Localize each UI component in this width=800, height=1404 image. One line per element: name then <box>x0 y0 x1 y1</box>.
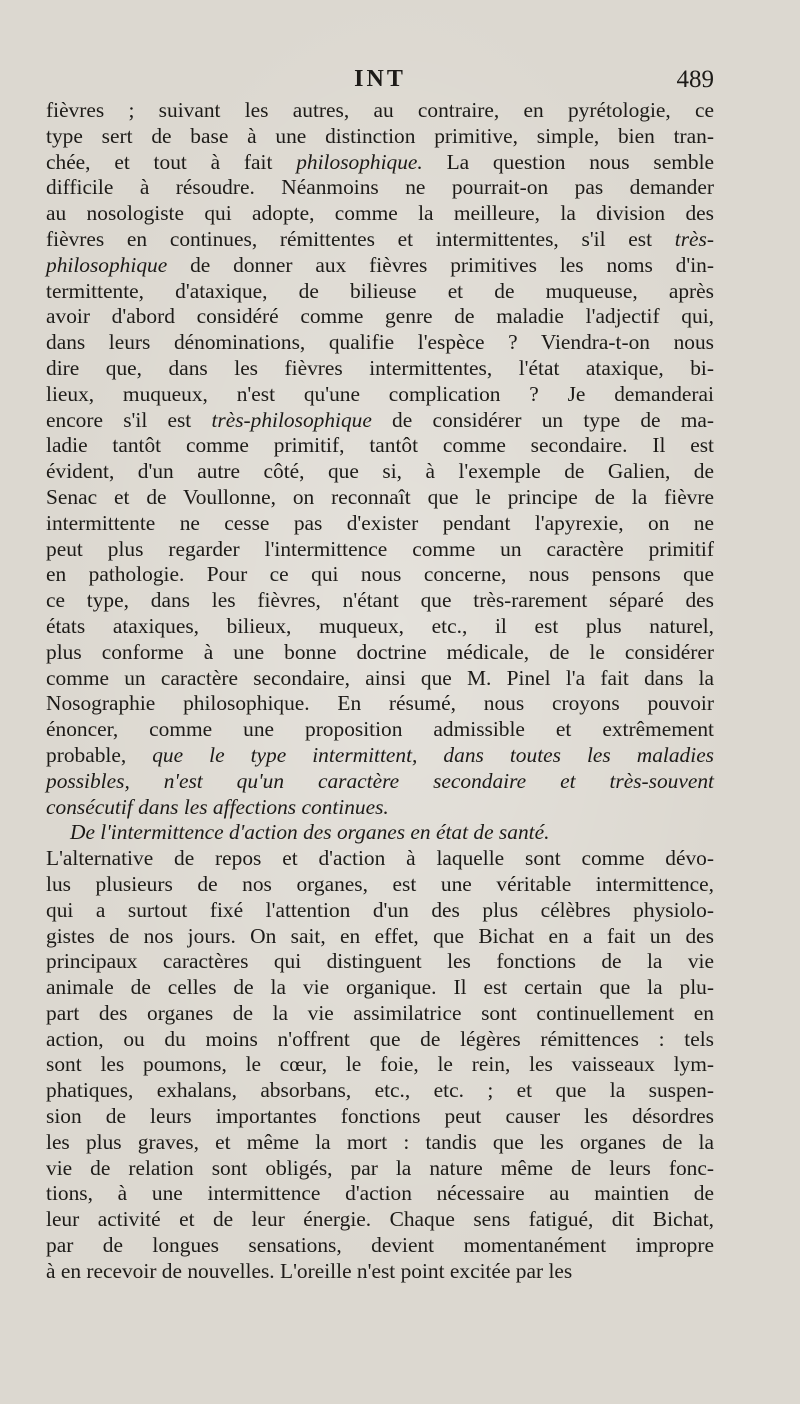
text-segment: probable, <box>46 742 153 767</box>
text-line <box>46 588 714 614</box>
text-segment: que le type intermittent, dans toutes les maladies <box>152 742 715 767</box>
text-segment: lus plusieurs de nos organes, est une véritable intermittence, <box>46 871 714 896</box>
text-segment: peut plus regarder l'intermittence comme un caractère primitif <box>46 536 714 561</box>
text-segment: fièvres en continues, rémittentes et intermittentes, s'il est <box>46 226 675 251</box>
text-line <box>46 124 714 150</box>
text-line <box>46 872 714 898</box>
text-segment: par de longues sensations, devient momentanément impropre <box>46 1233 714 1258</box>
text-segment: de donner aux fièvres primitives les noms d'in- <box>167 252 714 277</box>
text-line <box>46 717 714 743</box>
text-segment: dire que, dans les fièvres intermittentes, l'état ataxique, bi- <box>46 355 714 380</box>
text-segment: ladie tantôt comme primitif, tantôt comme secondaire. Il est <box>46 433 714 458</box>
text-segment: les plus graves, et même la mort : tandis que les organes de la <box>46 1129 714 1154</box>
text-line <box>46 898 714 924</box>
text-line <box>46 253 714 279</box>
text-line <box>46 511 714 537</box>
text-segment: sion de leurs importantes fonctions peut causer les désordres <box>46 1104 714 1129</box>
text-segment: part des organes de la vie assimilatrice sont continuellement en <box>46 1000 714 1025</box>
text-segment: De l'intermittence d'action des organes en état de santé. <box>70 820 550 845</box>
text-line <box>46 537 714 563</box>
text-segment: de considérer un type de ma- <box>371 407 714 432</box>
text-line <box>46 227 714 253</box>
text-line <box>46 640 714 666</box>
text-segment: ce type, dans les fièvres, n'étant que très-rarement séparé des <box>46 588 714 613</box>
text-line <box>46 356 714 382</box>
text-segment: possibles, n'est qu'un caractère secondaire et très-souvent <box>46 768 714 793</box>
text-segment: type sert de base à une distinction primitive, simple, bien tran- <box>46 123 714 148</box>
text-segment: Senac et de Voullonne, on reconnaît que le principe de la fièvre <box>46 484 714 509</box>
text-line <box>46 666 714 692</box>
text-line <box>46 614 714 640</box>
body-text <box>46 98 714 1285</box>
text-line <box>46 1052 714 1078</box>
text-line <box>46 150 714 176</box>
text-segment: philosophique <box>46 252 168 277</box>
text-line <box>46 795 714 821</box>
text-segment: au nosologiste qui adopte, comme la meilleure, la division des <box>46 201 714 226</box>
text-segment: en pathologie. Pour ce qui nous concerne, nous pensons que <box>46 562 714 587</box>
text-line <box>46 769 714 795</box>
text-segment: difficile à résoudre. Néanmoins ne pourrait-on pas demander <box>46 175 714 200</box>
text-segment: termittente, d'ataxique, de bilieuse et de muqueuse, après <box>46 278 714 303</box>
text-line <box>46 846 714 872</box>
text-segment: consécutif dans les affections continues. <box>46 794 389 819</box>
text-line <box>46 1130 714 1156</box>
text-segment: dans leurs dénominations, qualifie l'espèce ? Viendra-t-on nous <box>46 330 714 355</box>
text-segment: principaux caractères qui distinguent les fonctions de la vie <box>46 949 714 974</box>
text-segment: phatiques, exhalans, absorbans, etc., etc. ; et que la suspen- <box>46 1078 714 1103</box>
text-line <box>46 279 714 305</box>
text-segment: sont les poumons, le cœur, le foie, le rein, les vaisseaux lym- <box>46 1052 714 1077</box>
text-line <box>46 1078 714 1104</box>
page-number: 489 <box>676 66 714 93</box>
text-segment: encore s'il est <box>46 407 212 432</box>
text-segment: leur activité et de leur énergie. Chaque sens fatigué, dit Bichat, <box>46 1207 714 1232</box>
text-segment: avoir d'abord considéré comme genre de maladie l'adjectif qui, <box>46 304 714 329</box>
text-line <box>46 201 714 227</box>
text-line <box>46 820 714 846</box>
page-header <box>46 66 714 98</box>
running-head: INT <box>354 66 406 92</box>
text-line <box>46 949 714 975</box>
text-segment: tions, à une intermittence d'action nécessaire au maintien de <box>46 1181 714 1206</box>
text-line <box>46 433 714 459</box>
text-line <box>46 691 714 717</box>
text-line <box>46 330 714 356</box>
text-segment: intermittente ne cesse pas d'exister pendant l'apyrexie, on ne <box>46 510 714 535</box>
text-line <box>46 459 714 485</box>
text-segment: plus conforme à une bonne doctrine médicale, de le considérer <box>46 639 714 664</box>
text-segment: philosophique. <box>296 149 423 174</box>
text-line <box>46 485 714 511</box>
text-segment: Nosographie philosophique. En résumé, nous croyons pouvoir <box>46 691 714 716</box>
text-line <box>46 562 714 588</box>
text-segment: lieux, muqueux, n'est qu'une complication ? Je demanderai <box>46 381 714 406</box>
text-segment: vie de relation sont obligés, par la nature même de leurs fonc- <box>46 1155 714 1180</box>
text-segment: La question nous semble <box>422 149 715 174</box>
text-line <box>46 1104 714 1130</box>
text-line <box>46 175 714 201</box>
text-line <box>46 1156 714 1182</box>
text-segment: très- <box>674 226 714 251</box>
text-segment: animale de celles de la vie organique. Il est certain que la plu- <box>46 975 714 1000</box>
text-line <box>46 1181 714 1207</box>
text-segment: L'alternative de repos et d'action à laquelle sont comme dévo- <box>46 846 714 871</box>
text-line <box>46 408 714 434</box>
text-line <box>46 304 714 330</box>
text-line <box>46 98 714 124</box>
text-segment: évident, d'un autre côté, que si, à l'exemple de Galien, de <box>46 459 714 484</box>
text-line <box>46 1027 714 1053</box>
text-line <box>46 1207 714 1233</box>
text-segment: chée, et tout à fait <box>46 149 297 174</box>
text-segment: qui a surtout fixé l'attention d'un des plus célèbres physiolo- <box>46 897 714 922</box>
text-segment: très-philosophique <box>211 407 372 432</box>
text-line <box>46 1259 714 1285</box>
text-segment: gistes de nos jours. On sait, en effet, que Bichat en a fait un des <box>46 923 714 948</box>
text-segment: énoncer, comme une proposition admissible et extrêmement <box>46 717 714 742</box>
text-line <box>46 743 714 769</box>
text-segment: états ataxiques, bilieux, muqueux, etc., il est plus naturel, <box>46 613 714 638</box>
text-line <box>46 382 714 408</box>
text-line <box>46 1001 714 1027</box>
text-segment: fièvres ; suivant les autres, au contraire, en pyrétologie, ce <box>46 98 714 122</box>
text-segment: action, ou du moins n'offrent que de légères rémittences : tels <box>46 1026 714 1051</box>
text-line <box>46 924 714 950</box>
text-line <box>46 975 714 1001</box>
text-segment: à en recevoir de nouvelles. L'oreille n'est point excitée par les <box>46 1258 573 1283</box>
text-segment: comme un caractère secondaire, ainsi que M. Pinel l'a fait dans la <box>46 665 714 690</box>
text-line <box>46 1233 714 1259</box>
